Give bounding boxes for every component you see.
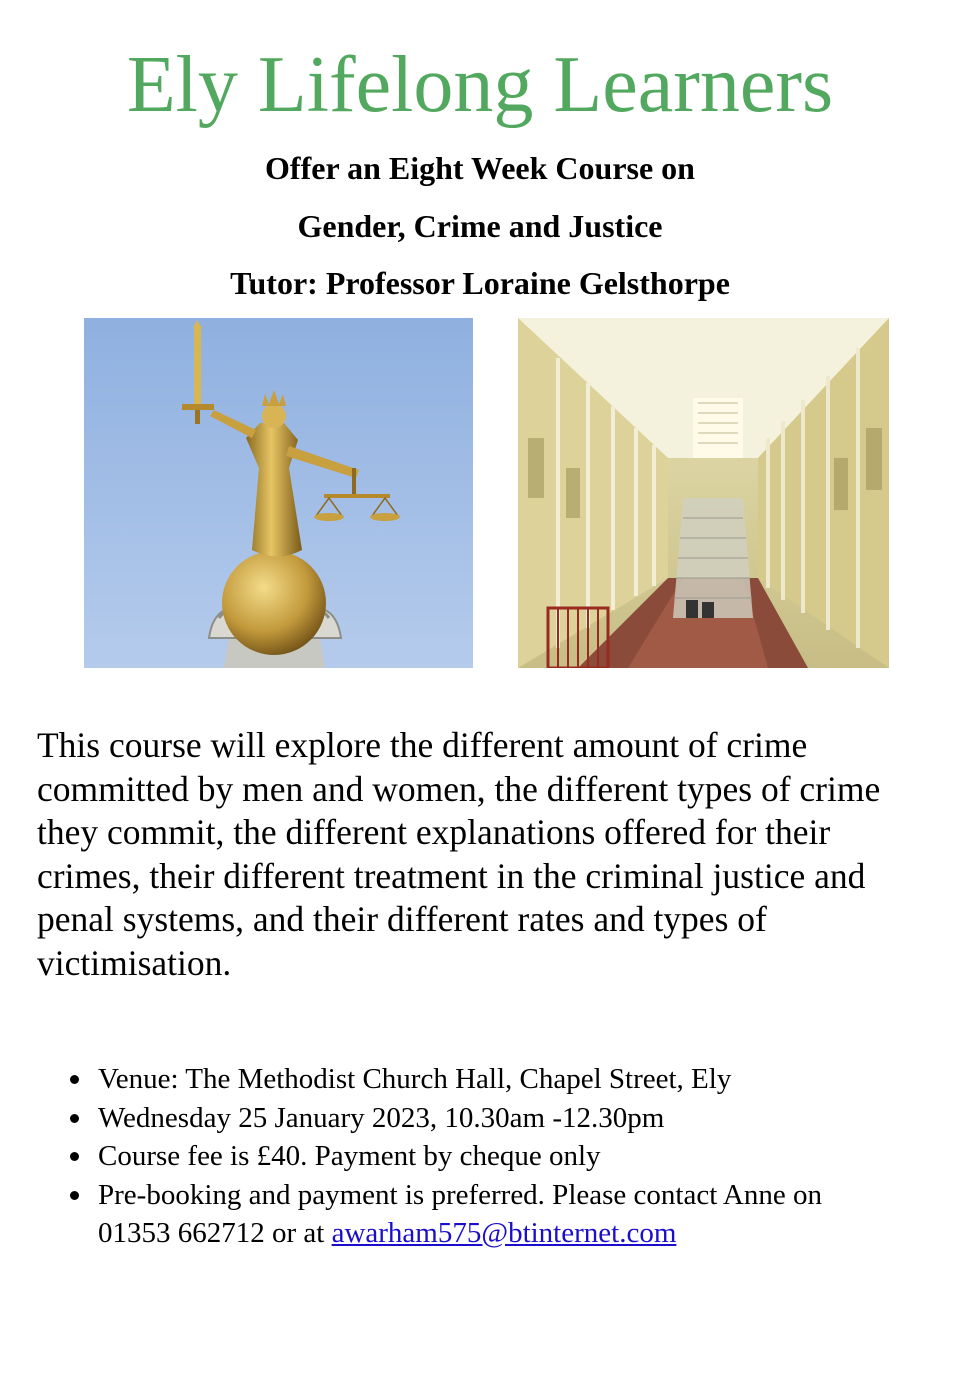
- booking-item: [0, 1176, 822, 1253]
- prison-interior-photo: [518, 318, 889, 668]
- fee-text: Course fee is £40. Payment by cheque only: [98, 1140, 601, 1172]
- contact-phone-text: 01353 662712 or at: [98, 1217, 332, 1249]
- course-offer-subtitle: Offer an Eight Week Course on: [265, 150, 695, 186]
- booking-text: Pre-booking and payment is preferred. Please contact Anne on: [98, 1178, 822, 1211]
- course-details-list: [0, 1060, 822, 1253]
- bullet-icon: [70, 1114, 79, 1123]
- date-text: Wednesday 25 January 2023, 10.30am -12.30pm: [98, 1101, 665, 1134]
- fee-item: [0, 1137, 822, 1176]
- course-name: Gender, Crime and Justice: [297, 208, 663, 244]
- email-link[interactable]: awarham575@btinternet.com: [331, 1217, 677, 1249]
- course-description: [37, 724, 942, 985]
- bullet-icon: [70, 1152, 79, 1161]
- description-line: committed by men and women, the different types of crime: [37, 768, 881, 809]
- description-line: crimes, their different treatment in the criminal justice and: [37, 855, 866, 896]
- bullet-icon: [70, 1191, 79, 1200]
- lady-justice-photo: [84, 318, 473, 668]
- description-line: penal systems, and their different rates and types of: [37, 899, 767, 939]
- venue-text: Venue: The Methodist Church Hall, Chapel Street, Ely: [98, 1063, 732, 1095]
- bullet-icon: [70, 1075, 79, 1084]
- description-line: victimisation.: [37, 942, 232, 983]
- date-item: [0, 1099, 822, 1138]
- description-line: This course will explore the different amount of crime: [37, 725, 808, 765]
- venue-item: [0, 1060, 822, 1099]
- tutor-name: Tutor: Professor Loraine Gelsthorpe: [230, 265, 730, 301]
- page-title: Ely Lifelong Learners: [126, 41, 834, 129]
- description-line: they commit, the different explanations offered for their: [37, 812, 831, 852]
